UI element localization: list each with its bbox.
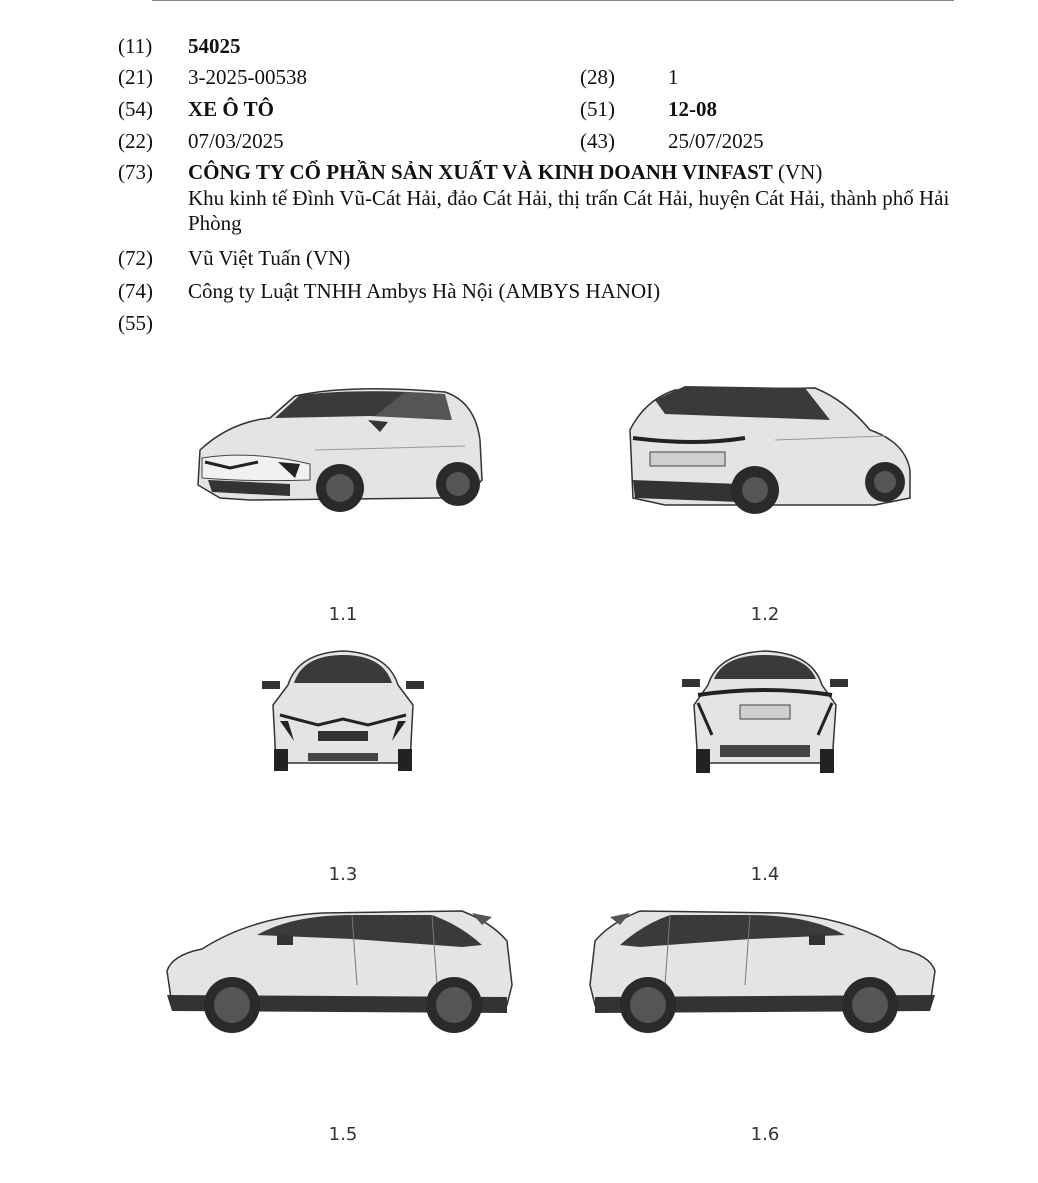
field-73-owner-line <box>188 160 822 184</box>
figure-left-side <box>162 905 517 1040</box>
caption-1-5: 1.5 <box>328 1124 358 1145</box>
figure-rear-perspective <box>625 380 915 525</box>
figure-front-view <box>258 645 428 775</box>
field-22-code: (22) <box>118 129 153 153</box>
caption-1-1: 1.1 <box>328 604 358 625</box>
field-22-value: 07/03/2025 <box>188 129 284 153</box>
caption-1-4: 1.4 <box>750 864 780 885</box>
field-73-address: Khu kinh tế Đình Vũ-Cát Hải, đảo Cát Hải, thị trấn Cát Hải, huyện Cát Hải, thành phố Hải Phòng <box>188 186 950 235</box>
top-rule <box>152 0 954 1</box>
field-72-code: (72) <box>118 246 153 270</box>
field-28-value: 1 <box>668 65 679 89</box>
caption-1-3: 1.3 <box>328 864 358 885</box>
field-11-value: 54025 <box>188 34 241 58</box>
field-54-code: (54) <box>118 97 153 121</box>
field-51-code: (51) <box>580 97 615 121</box>
field-54-value: XE Ô TÔ <box>188 97 274 121</box>
field-28-code: (28) <box>580 65 615 89</box>
field-74-value: Công ty Luật TNHH Ambys Hà Nội (AMBYS HANOI) <box>188 279 661 303</box>
field-72-value: Vũ Việt Tuấn (VN) <box>188 246 351 270</box>
field-21-value: 3-2025-00538 <box>188 65 307 89</box>
field-43-value: 25/07/2025 <box>668 129 764 153</box>
figure-rear-view <box>680 645 850 775</box>
figure-front-perspective <box>190 380 490 520</box>
field-73-code: (73) <box>118 160 153 184</box>
field-74-code: (74) <box>118 279 153 303</box>
field-73-country: (VN) <box>778 160 823 184</box>
field-51-value: 12-08 <box>668 97 717 121</box>
caption-1-6: 1.6 <box>750 1124 780 1145</box>
caption-1-2: 1.2 <box>750 604 780 625</box>
field-55-code: (55) <box>118 311 153 335</box>
field-43-code: (43) <box>580 129 615 153</box>
field-73-owner: CÔNG TY CỔ PHẦN SẢN XUẤT VÀ KINH DOANH VINFAST <box>188 160 773 184</box>
field-11-code: (11) <box>118 34 153 58</box>
field-21-code: (21) <box>118 65 153 89</box>
figure-right-side <box>585 905 940 1040</box>
